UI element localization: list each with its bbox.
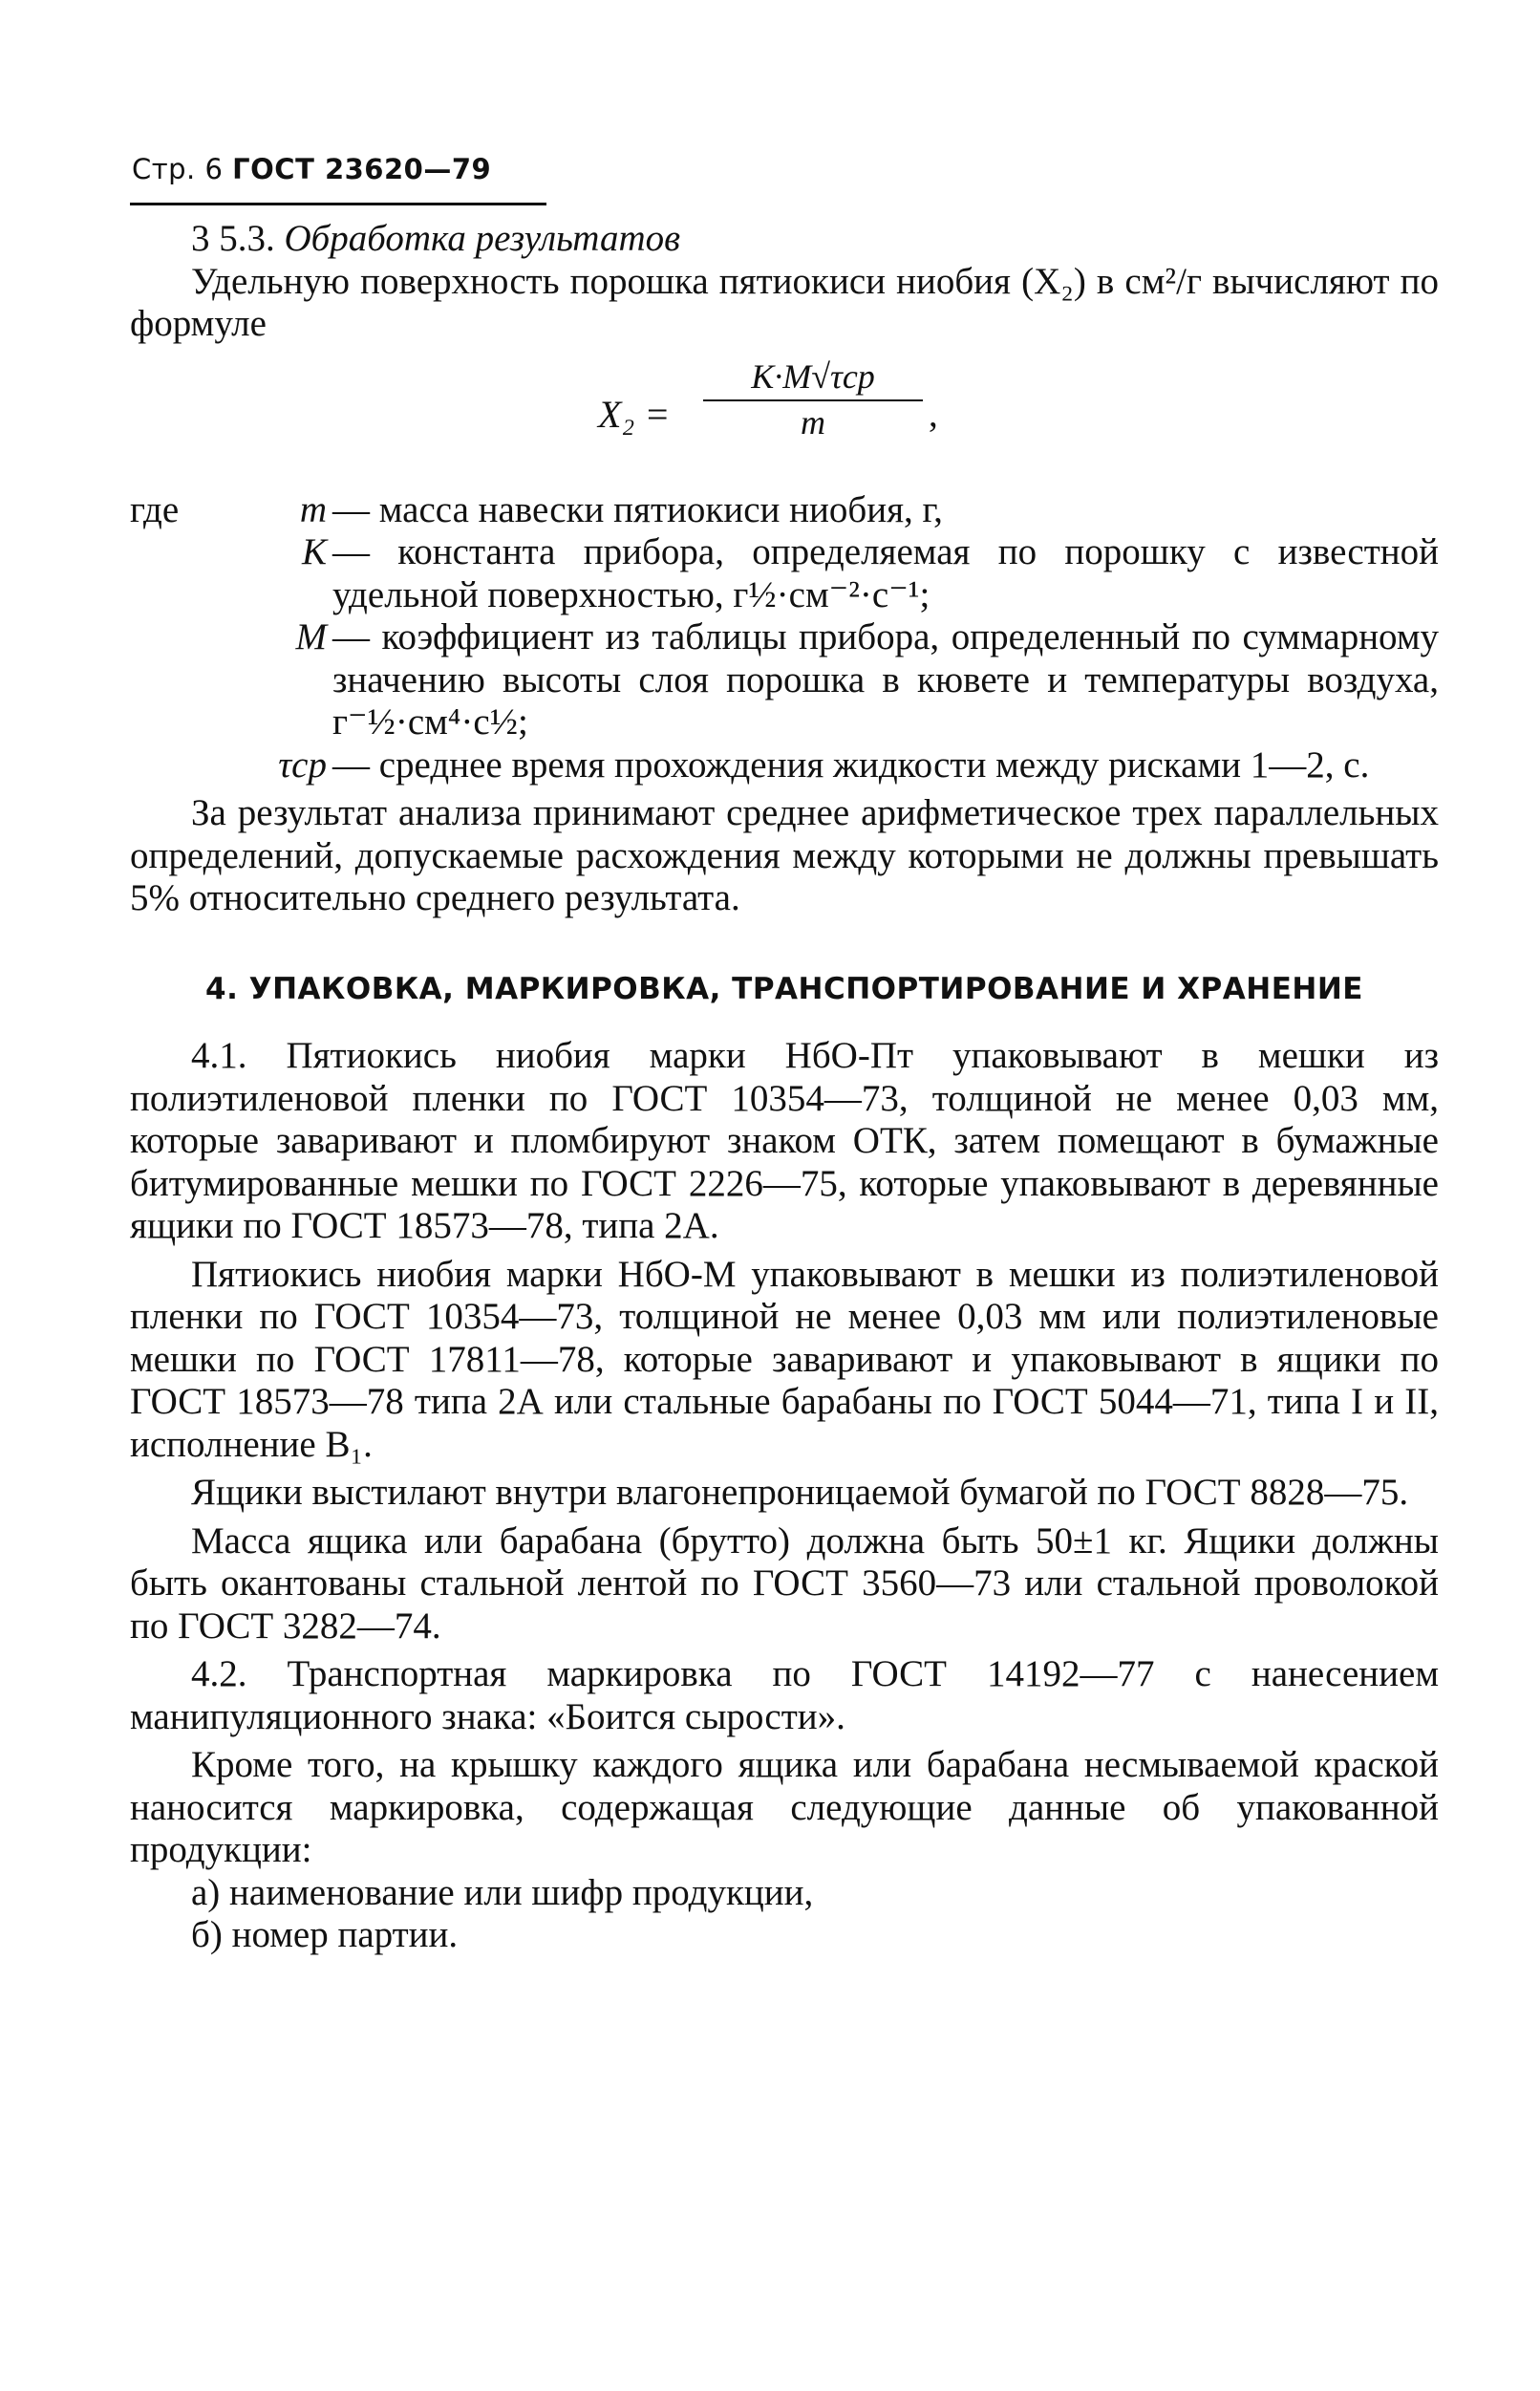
where-spacer (130, 531, 233, 616)
doc-code: ГОСТ 23620—79 (232, 153, 492, 185)
where-desc: — масса навески пятиокиси ниобия, г, (332, 488, 943, 530)
where-desc: — константа прибора, определяемая по порошку с известной удельной поверхностью, г½·см⁻²·с⁻¹; (332, 531, 1439, 615)
where-spacer (130, 616, 233, 744)
section-4-paragraph: Пятиокись ниобия марки НбО-М упаковывают в мешки из полиэтиленовой пленки по ГОСТ 10354—73, толщиной не менее 0,03 мм или полиэтиленовые мешки по ГОСТ 17811—78, которые заваривают и упаковывают в ящики по ГОСТ 18573—78 типа 2А или стальные барабаны по ГОСТ 5044—71, типа I и II, исполнение B₁. (130, 1253, 1439, 1465)
section-4-paragraph: Масса ящика или барабана (брутто) должна быть 50±1 кг. Ящики должны быть окантованы стальной лентой по ГОСТ 3560—73 или стальной проволокой по ГОСТ 3282—74. (130, 1519, 1439, 1647)
page-body (130, 218, 1439, 1957)
formula (130, 346, 1439, 489)
formula-fraction (703, 355, 923, 444)
marking-list (130, 1872, 1439, 1957)
formula-lhs: X₂ = (598, 392, 671, 436)
formula-denominator: m (801, 403, 825, 442)
section-4-title: 4. УПАКОВКА, МАРКИРОВКА, ТРАНСПОРТИРОВАНИЕ И ХРАНЕНИЕ (205, 971, 1363, 1006)
where-symbol: K (301, 531, 327, 572)
where-symbol: m (299, 488, 327, 530)
section-4-paragraph: Кроме того, на крышку каждого ящика или барабана несмываемой краской наносится маркировка, содержащая следующие данные об упакованной продукции: (130, 1744, 1439, 1870)
page-label: Стр. 6 (132, 153, 224, 185)
where-symbol: τср (278, 743, 327, 786)
where-list (130, 489, 1439, 787)
section-4-paragraph: 4.2. Транспортная маркировка по ГОСТ 14192—77 с нанесением манипуляционного знака: «Боится сырости». (130, 1653, 1439, 1737)
section-353-heading (130, 218, 1439, 261)
section-4-paragraph: Ящики выстилают внутри влагонепроницаемой бумагой по ГОСТ 8828—75. (191, 1472, 1409, 1513)
where-lead: где (130, 488, 180, 530)
header-rule (130, 203, 546, 205)
result-paragraph: За результат анализа принимают среднее арифметическое трех параллельных определений, допускаемые расхождения между которыми не должны превышать 5% относительно среднего результата. (130, 792, 1439, 918)
where-symbol: M (295, 616, 327, 657)
where-spacer (130, 744, 233, 787)
page-header (132, 153, 491, 185)
section-353-title: Обработка результатов (284, 218, 681, 259)
formula-trail: , (929, 393, 938, 435)
formula-numerator: K·M√τср (751, 356, 875, 396)
section-4-paragraph: 4.1. Пятиокись ниобия марки НбО-Пт упаковывают в мешки из полиэтиленовой пленки по ГОСТ 10354—73, толщиной не менее 0,03 мм, которые заваривают и пломбируют знаком ОТК, затем помещают в бумажные битумированные мешки по ГОСТ 2226—75, которые упаковывают в деревянные ящики по ГОСТ 18573—78, типа 2А. (130, 1035, 1439, 1246)
list-item: а) наименование или шифр продукции, (191, 1871, 814, 1913)
where-desc: — среднее время прохождения жидкости между рисками 1—2, с. (332, 743, 1370, 786)
section-353-intro: Удельную поверхность порошка пятиокиси ниобия (X₂) в см²/г вычисляют по формуле (130, 260, 1439, 344)
list-item: б) номер партии. (191, 1914, 459, 1955)
where-desc: — коэффициент из таблицы прибора, определенный по суммарному значению высоты слоя порошка в кювете и температуры воздуха, г⁻½·см⁴·с½; (332, 616, 1439, 743)
section-353-number: 3 5.3. (191, 218, 275, 259)
